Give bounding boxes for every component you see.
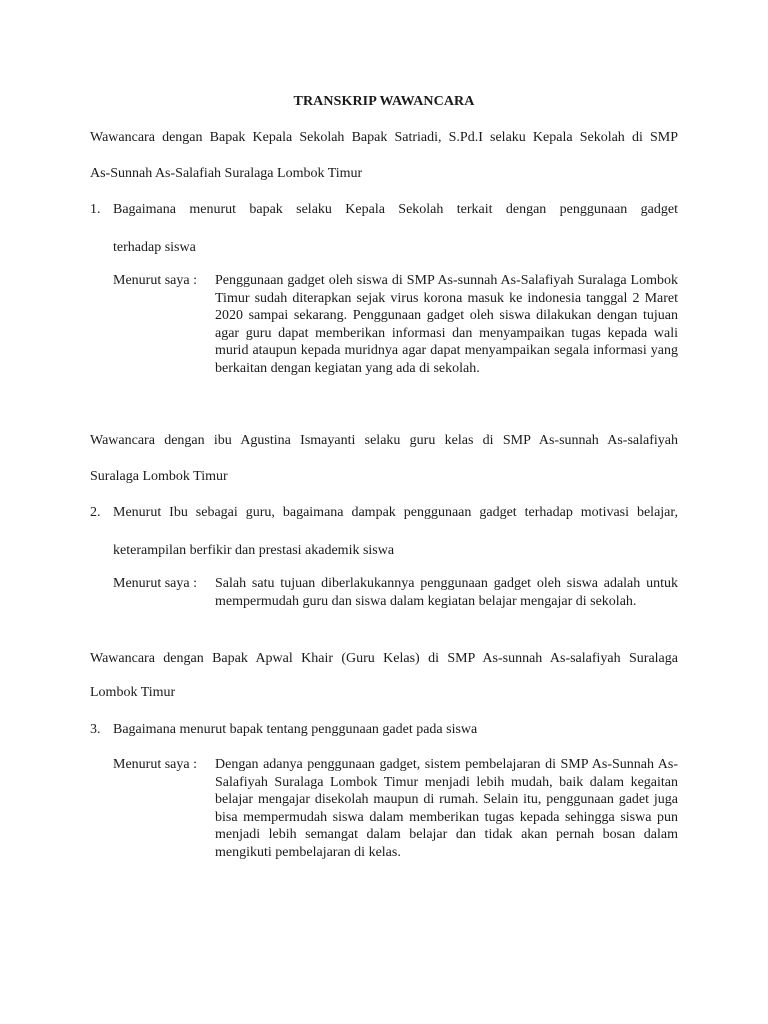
question-number: 2. [90, 505, 101, 520]
question-number: 3. [90, 722, 101, 737]
answer-label: Menurut saya : [113, 757, 197, 772]
answer-block [113, 272, 678, 378]
answer-label: Menurut saya : [113, 576, 197, 591]
interview-intro-line: Wawancara dengan Bapak Apwal Khair (Guru Kelas) di SMP As-sunnah As-salafiyah Suralaga [90, 651, 678, 666]
question-text [113, 191, 678, 267]
question-line: keterampilan berfikir dan prestasi akademik siswa [113, 543, 395, 558]
answer-text: Dengan adanya penggunaan gadget, sistem pembelajaran di SMP As-Sunnah As-Salafiyah Suralaga Lombok Timur menjadi lebih mudah, baik dalam kegaitan belajar mengajar disekolah maupun di rumah. Selain itu, penggunaan gadet juga bisa mempermudah siswa dalam memberikan tugas kepada sehingga siswa pun menjadi lebih semangat dalam belajar dan tidak akan pernah bosan dalam mengikuti pembelajaran di kelas. [215, 757, 678, 860]
interview-intro-line: As-Sunnah As-Salafiah Suralaga Lombok Timur [90, 166, 363, 181]
question-text [113, 494, 678, 570]
document-title: TRANSKRIP WAWANCARA [293, 94, 475, 109]
answer-text: Penggunaan gadget oleh siswa di SMP As-sunnah As-Salafiyah Suralaga Lombok Timur sudah diterapkan sejak virus korona masuk ke indonesia tanggal 2 Maret 2020 sampai sekarang. Penggunaan gadget oleh siswa dilakukan dengan tujuan agar guru dapat memberikan informasi dan menyampaikan tugas kepada wali murid ataupun kepada muridnya agar dapat menyampaikan segala informasi yang berkaitan dengan kegiatan yang ada di sekolah. [215, 273, 678, 376]
question-line: Bagaimana menurut bapak selaku Kepala Sekolah terkait dengan penggunaan gadget [113, 202, 678, 217]
answer-label: Menurut saya : [113, 273, 197, 288]
question-item [90, 494, 678, 570]
interview-intro-line: Suralaga Lombok Timur [90, 469, 228, 484]
question-text [113, 711, 678, 749]
answer-block [113, 575, 678, 610]
question-item [90, 191, 678, 267]
question-line: terhadap siswa [113, 240, 196, 255]
question-line: Menurut Ibu sebagai guru, bagaimana dampak penggunaan gadget terhadap motivasi belajar, [113, 505, 678, 520]
question-number: 1. [90, 202, 101, 217]
interview-intro-line: Wawancara dengan ibu Agustina Ismayanti selaku guru kelas di SMP As-sunnah As-salafiyah [90, 433, 678, 448]
interview-intro-line: Lombok Timur [90, 685, 176, 700]
answer-text: Salah satu tujuan diberlakukannya penggunaan gadget oleh siswa adalah untuk mempermudah guru dan siswa dalam kegiatan belajar mengajar di sekolah. [215, 576, 678, 609]
question-item [90, 711, 678, 749]
question-line: Bagaimana menurut bapak tentang penggunaan gadet pada siswa [113, 722, 478, 737]
interview-intro-line: Wawancara dengan Bapak Kepala Sekolah Bapak Satriadi, S.Pd.I selaku Kepala Sekolah di SMP [90, 130, 678, 145]
answer-block [113, 756, 678, 862]
